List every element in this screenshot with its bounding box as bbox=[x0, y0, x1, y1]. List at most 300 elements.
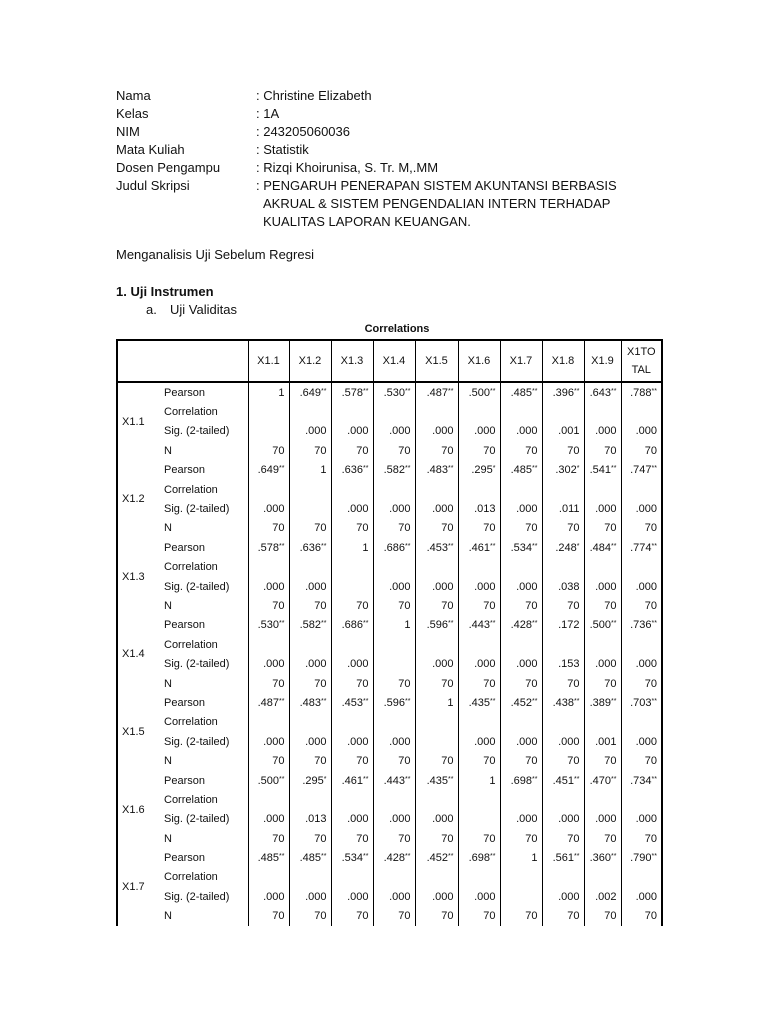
stat-label: Correlation bbox=[162, 635, 248, 654]
info-label: Mata Kuliah bbox=[116, 142, 185, 157]
table-cell: .578** bbox=[248, 538, 289, 557]
stat-label: Pearson bbox=[162, 771, 248, 790]
table-cell: .698** bbox=[500, 771, 542, 790]
stat-label: Sig. (2-tailed) bbox=[162, 422, 248, 441]
table-cell: 70 bbox=[621, 596, 662, 615]
table-cell: 70 bbox=[289, 674, 331, 693]
stat-label: Sig. (2-tailed) bbox=[162, 577, 248, 596]
table-cell bbox=[542, 558, 584, 577]
table-cell bbox=[584, 868, 621, 887]
significance-mark: ** bbox=[363, 697, 369, 705]
table-cell: .582** bbox=[373, 461, 415, 480]
table-cell: .000 bbox=[500, 654, 542, 673]
table-cell: .000 bbox=[331, 732, 373, 751]
column-header: X1.3 bbox=[331, 340, 373, 382]
info-value: : Statistik bbox=[256, 142, 309, 157]
table-cell bbox=[500, 713, 542, 732]
table-cell bbox=[415, 402, 458, 421]
table-cell: 70 bbox=[458, 596, 500, 615]
table-cell bbox=[458, 868, 500, 887]
table-cell: .000 bbox=[500, 422, 542, 441]
table-cell: .000 bbox=[621, 422, 662, 441]
table-cell bbox=[458, 402, 500, 421]
table-cell: .000 bbox=[415, 810, 458, 829]
table-cell: 70 bbox=[458, 751, 500, 770]
table-cell: .000 bbox=[458, 654, 500, 673]
significance-mark: ** bbox=[448, 775, 454, 783]
table-cell bbox=[248, 868, 289, 887]
table-row bbox=[117, 654, 662, 673]
significance-mark: ** bbox=[363, 387, 369, 395]
info-label: Kelas bbox=[116, 106, 149, 121]
table-cell: .788** bbox=[621, 382, 662, 402]
table-cell bbox=[415, 790, 458, 809]
table-row bbox=[117, 907, 662, 926]
table-cell: .000 bbox=[331, 422, 373, 441]
table-cell bbox=[373, 654, 415, 673]
table-cell: .153 bbox=[542, 654, 584, 673]
significance-mark: ** bbox=[321, 542, 327, 550]
table-cell: 70 bbox=[584, 519, 621, 538]
table-cell: .000 bbox=[248, 887, 289, 906]
table-cell: 70 bbox=[458, 441, 500, 460]
table-cell: 1 bbox=[289, 461, 331, 480]
table-header-row bbox=[117, 340, 662, 382]
info-row-nim bbox=[116, 123, 626, 141]
significance-mark: ** bbox=[611, 387, 617, 395]
significance-mark: ** bbox=[448, 465, 454, 473]
table-cell: 70 bbox=[248, 519, 289, 538]
table-cell: .596** bbox=[373, 693, 415, 712]
table-cell bbox=[331, 790, 373, 809]
significance-mark: ** bbox=[651, 387, 657, 395]
table-cell bbox=[500, 480, 542, 499]
significance-mark: ** bbox=[611, 542, 617, 550]
table-cell: 70 bbox=[415, 441, 458, 460]
significance-mark: ** bbox=[574, 775, 580, 783]
table-cell: 70 bbox=[289, 829, 331, 848]
stat-label: Correlation bbox=[162, 558, 248, 577]
column-header: X1.7 bbox=[500, 340, 542, 382]
table-cell: .000 bbox=[289, 654, 331, 673]
significance-mark: ** bbox=[405, 387, 411, 395]
table-cell bbox=[289, 402, 331, 421]
info-value: : Christine Elizabeth bbox=[256, 88, 372, 103]
row-variable-label: X1.1 bbox=[117, 382, 162, 461]
table-cell: .000 bbox=[542, 887, 584, 906]
table-cell: 70 bbox=[584, 596, 621, 615]
info-value: : 1A bbox=[256, 106, 280, 121]
table-cell: 70 bbox=[331, 907, 373, 926]
table-cell: .000 bbox=[458, 577, 500, 596]
significance-mark: ** bbox=[448, 620, 454, 628]
column-header: X1.4 bbox=[373, 340, 415, 382]
table-cell: .000 bbox=[621, 887, 662, 906]
table-cell: .484** bbox=[584, 538, 621, 557]
table-cell bbox=[248, 480, 289, 499]
table-cell: .000 bbox=[289, 732, 331, 751]
table-cell: 70 bbox=[415, 829, 458, 848]
significance-mark: ** bbox=[279, 620, 285, 628]
table-cell: 70 bbox=[331, 519, 373, 538]
significance-mark: ** bbox=[363, 853, 369, 861]
table-cell: .295* bbox=[289, 771, 331, 790]
significance-mark: ** bbox=[532, 387, 538, 395]
significance-mark: ** bbox=[448, 542, 454, 550]
stat-label: Sig. (2-tailed) bbox=[162, 887, 248, 906]
table-cell: 70 bbox=[584, 829, 621, 848]
table-cell: 70 bbox=[248, 674, 289, 693]
table-cell: .000 bbox=[373, 887, 415, 906]
table-cell: .000 bbox=[373, 810, 415, 829]
significance-mark: ** bbox=[490, 387, 496, 395]
significance-mark: ** bbox=[611, 697, 617, 705]
table-cell: 70 bbox=[500, 751, 542, 770]
info-label: Nama bbox=[116, 88, 151, 103]
stat-label: N bbox=[162, 829, 248, 848]
table-cell bbox=[458, 635, 500, 654]
significance-mark: * bbox=[492, 465, 496, 473]
table-row bbox=[117, 713, 662, 732]
table-row bbox=[117, 751, 662, 770]
significance-mark: ** bbox=[490, 542, 496, 550]
table-cell: .038 bbox=[542, 577, 584, 596]
table-title: Correlations bbox=[364, 323, 430, 335]
info-label: Judul Skripsi bbox=[116, 178, 190, 193]
table-cell: .000 bbox=[500, 732, 542, 751]
table-row bbox=[117, 732, 662, 751]
table-cell: .001 bbox=[584, 732, 621, 751]
table-cell: .596** bbox=[415, 616, 458, 635]
table-cell: .686** bbox=[331, 616, 373, 635]
significance-mark: ** bbox=[321, 853, 327, 861]
table-corner-cell bbox=[117, 340, 248, 382]
table-cell: 70 bbox=[248, 441, 289, 460]
table-cell: 70 bbox=[373, 596, 415, 615]
table-cell: 70 bbox=[289, 751, 331, 770]
stat-label: Correlation bbox=[162, 402, 248, 421]
table-cell bbox=[373, 480, 415, 499]
table-cell: .000 bbox=[415, 887, 458, 906]
table-cell: .487** bbox=[415, 382, 458, 402]
table-cell: .443** bbox=[458, 616, 500, 635]
table-cell: .485** bbox=[500, 461, 542, 480]
table-cell: 70 bbox=[415, 674, 458, 693]
table-cell: .561** bbox=[542, 848, 584, 867]
table-cell: .453** bbox=[415, 538, 458, 557]
stat-label: N bbox=[162, 519, 248, 538]
table-cell: .747** bbox=[621, 461, 662, 480]
table-cell bbox=[248, 402, 289, 421]
analysis-heading: Menganalisis Uji Sebelum Regresi bbox=[116, 247, 314, 262]
column-header: X1TO TAL bbox=[621, 340, 662, 382]
table-cell: .000 bbox=[248, 499, 289, 518]
table-cell: .000 bbox=[373, 499, 415, 518]
table-cell bbox=[621, 635, 662, 654]
table-cell bbox=[542, 402, 584, 421]
stat-label: N bbox=[162, 441, 248, 460]
table-cell: 70 bbox=[500, 519, 542, 538]
table-cell bbox=[584, 480, 621, 499]
table-row bbox=[117, 771, 662, 790]
significance-mark: ** bbox=[532, 620, 538, 628]
table-cell bbox=[500, 402, 542, 421]
judul-line-2: AKRUAL & SISTEM PENGENDALIAN INTERN TERHADAP bbox=[263, 196, 611, 211]
significance-mark: ** bbox=[651, 775, 657, 783]
table-cell: 70 bbox=[621, 519, 662, 538]
table-cell: .452** bbox=[415, 848, 458, 867]
table-cell: 70 bbox=[415, 907, 458, 926]
significance-mark: ** bbox=[611, 465, 617, 473]
table-cell bbox=[373, 713, 415, 732]
uji-instrumen-heading: 1. Uji Instrumen bbox=[116, 284, 214, 299]
row-variable-label: X1.6 bbox=[117, 771, 162, 849]
table-row bbox=[117, 499, 662, 518]
stat-label: N bbox=[162, 674, 248, 693]
significance-mark: ** bbox=[532, 697, 538, 705]
significance-mark: ** bbox=[448, 387, 454, 395]
significance-mark: ** bbox=[490, 853, 496, 861]
significance-mark: ** bbox=[651, 542, 657, 550]
table-cell: 70 bbox=[289, 519, 331, 538]
table-row bbox=[117, 693, 662, 712]
table-cell: .703** bbox=[621, 693, 662, 712]
table-cell bbox=[248, 558, 289, 577]
stat-label: Correlation bbox=[162, 790, 248, 809]
significance-mark: ** bbox=[448, 853, 454, 861]
table-cell: .000 bbox=[584, 499, 621, 518]
table-cell: .435** bbox=[415, 771, 458, 790]
table-cell bbox=[248, 790, 289, 809]
significance-mark: ** bbox=[363, 775, 369, 783]
table-cell: .487** bbox=[248, 693, 289, 712]
significance-mark: * bbox=[576, 542, 580, 550]
table-cell: 70 bbox=[331, 441, 373, 460]
column-header: X1.2 bbox=[289, 340, 331, 382]
uji-validitas-label: Uji Validitas bbox=[170, 302, 237, 317]
stat-label: Pearson bbox=[162, 693, 248, 712]
table-cell: .013 bbox=[289, 810, 331, 829]
table-cell: 1 bbox=[373, 616, 415, 635]
table-cell: 1 bbox=[458, 771, 500, 790]
significance-mark: ** bbox=[532, 542, 538, 550]
table-cell: .500** bbox=[458, 382, 500, 402]
significance-mark: ** bbox=[574, 697, 580, 705]
significance-mark: ** bbox=[279, 697, 285, 705]
table-cell: 70 bbox=[621, 441, 662, 460]
table-row bbox=[117, 790, 662, 809]
table-cell: .000 bbox=[584, 422, 621, 441]
table-cell: 70 bbox=[584, 907, 621, 926]
table-cell: 70 bbox=[458, 674, 500, 693]
table-cell: .000 bbox=[248, 732, 289, 751]
table-cell: .000 bbox=[621, 732, 662, 751]
table-cell: 70 bbox=[248, 829, 289, 848]
table-cell: 70 bbox=[458, 519, 500, 538]
table-row bbox=[117, 382, 662, 402]
table-cell bbox=[415, 868, 458, 887]
table-cell bbox=[373, 402, 415, 421]
table-cell bbox=[542, 480, 584, 499]
table-cell: .000 bbox=[373, 577, 415, 596]
table-cell: .698** bbox=[458, 848, 500, 867]
table-cell bbox=[289, 558, 331, 577]
table-cell: .534** bbox=[331, 848, 373, 867]
info-value: : Rizqi Khoirunisa, S. Tr. M,.MM bbox=[256, 160, 439, 175]
table-cell: 70 bbox=[458, 829, 500, 848]
table-cell bbox=[248, 713, 289, 732]
table-row bbox=[117, 616, 662, 635]
table-cell: .000 bbox=[415, 654, 458, 673]
table-cell: .774** bbox=[621, 538, 662, 557]
stat-label: Pearson bbox=[162, 382, 248, 402]
table-cell: .000 bbox=[415, 499, 458, 518]
table-cell: .000 bbox=[500, 577, 542, 596]
table-cell: 70 bbox=[542, 674, 584, 693]
table-cell: .000 bbox=[621, 499, 662, 518]
table-cell bbox=[373, 868, 415, 887]
table-cell: .530** bbox=[248, 616, 289, 635]
table-cell: .248* bbox=[542, 538, 584, 557]
table-cell: .302* bbox=[542, 461, 584, 480]
row-variable-label: X1.4 bbox=[117, 616, 162, 694]
info-row-kelas bbox=[116, 105, 626, 123]
table-cell: 70 bbox=[621, 907, 662, 926]
table-cell: .734** bbox=[621, 771, 662, 790]
table-cell: .000 bbox=[621, 577, 662, 596]
stat-label: Correlation bbox=[162, 868, 248, 887]
stat-label: N bbox=[162, 751, 248, 770]
significance-mark: ** bbox=[611, 775, 617, 783]
table-cell: 70 bbox=[248, 596, 289, 615]
table-cell bbox=[289, 635, 331, 654]
table-cell: .500** bbox=[248, 771, 289, 790]
table-cell: 70 bbox=[621, 829, 662, 848]
table-cell bbox=[289, 499, 331, 518]
table-cell: .000 bbox=[415, 577, 458, 596]
table-cell: .649** bbox=[248, 461, 289, 480]
table-cell bbox=[584, 713, 621, 732]
table-row bbox=[117, 829, 662, 848]
table-cell bbox=[500, 635, 542, 654]
table-cell bbox=[542, 713, 584, 732]
table-cell: .443** bbox=[373, 771, 415, 790]
stat-label: Correlation bbox=[162, 480, 248, 499]
significance-mark: ** bbox=[611, 620, 617, 628]
table-cell: 70 bbox=[415, 596, 458, 615]
table-cell bbox=[584, 790, 621, 809]
table-cell: .649** bbox=[289, 382, 331, 402]
significance-mark: ** bbox=[279, 775, 285, 783]
significance-mark: ** bbox=[405, 853, 411, 861]
table-cell: 70 bbox=[289, 907, 331, 926]
table-cell bbox=[415, 713, 458, 732]
table-cell: .461** bbox=[458, 538, 500, 557]
table-cell bbox=[458, 810, 500, 829]
table-cell: .636** bbox=[289, 538, 331, 557]
table-cell bbox=[621, 558, 662, 577]
significance-mark: * bbox=[576, 465, 580, 473]
table-cell: .000 bbox=[289, 422, 331, 441]
table-cell bbox=[458, 790, 500, 809]
table-cell: .435** bbox=[458, 693, 500, 712]
significance-mark: ** bbox=[651, 465, 657, 473]
table-row bbox=[117, 441, 662, 460]
table-row bbox=[117, 868, 662, 887]
table-cell: 70 bbox=[415, 751, 458, 770]
table-cell: .636** bbox=[331, 461, 373, 480]
significance-mark: * bbox=[323, 775, 327, 783]
table-cell: .453** bbox=[331, 693, 373, 712]
table-cell: .534** bbox=[500, 538, 542, 557]
table-cell: .483** bbox=[289, 693, 331, 712]
table-cell: 70 bbox=[248, 907, 289, 926]
table-cell: .000 bbox=[415, 422, 458, 441]
table-cell: 70 bbox=[289, 596, 331, 615]
table-cell: .001 bbox=[542, 422, 584, 441]
table-cell: .000 bbox=[373, 732, 415, 751]
info-value: : 243205060036 bbox=[256, 124, 350, 139]
stat-label: N bbox=[162, 596, 248, 615]
table-cell: .485** bbox=[500, 382, 542, 402]
table-cell: .000 bbox=[621, 810, 662, 829]
table-cell bbox=[415, 635, 458, 654]
table-cell: .461** bbox=[331, 771, 373, 790]
table-cell: .485** bbox=[289, 848, 331, 867]
table-cell bbox=[621, 480, 662, 499]
table-cell bbox=[331, 577, 373, 596]
significance-mark: ** bbox=[611, 853, 617, 861]
info-label: Dosen Pengampu bbox=[116, 160, 221, 175]
significance-mark: ** bbox=[651, 697, 657, 705]
table-cell: 70 bbox=[373, 907, 415, 926]
table-cell: 70 bbox=[458, 907, 500, 926]
table-cell: 70 bbox=[331, 596, 373, 615]
table-cell bbox=[415, 732, 458, 751]
table-cell: .000 bbox=[542, 732, 584, 751]
table-cell: 70 bbox=[542, 829, 584, 848]
table-cell: .000 bbox=[500, 499, 542, 518]
table-row bbox=[117, 848, 662, 867]
table-cell: .500** bbox=[584, 616, 621, 635]
stat-label: Correlation bbox=[162, 713, 248, 732]
table-cell: 70 bbox=[373, 751, 415, 770]
table-cell: 70 bbox=[331, 674, 373, 693]
table-cell bbox=[542, 635, 584, 654]
table-cell: .000 bbox=[248, 654, 289, 673]
table-cell: .000 bbox=[458, 422, 500, 441]
table-cell: 70 bbox=[500, 596, 542, 615]
table-cell: .578** bbox=[331, 382, 373, 402]
table-cell: .389** bbox=[584, 693, 621, 712]
table-row bbox=[117, 480, 662, 499]
table-cell: .172 bbox=[542, 616, 584, 635]
table-cell bbox=[584, 635, 621, 654]
significance-mark: ** bbox=[279, 465, 285, 473]
info-row-matkul bbox=[116, 141, 626, 159]
column-header: X1.8 bbox=[542, 340, 584, 382]
table-cell bbox=[458, 713, 500, 732]
table-cell: 70 bbox=[542, 596, 584, 615]
table-cell bbox=[621, 790, 662, 809]
student-info bbox=[116, 87, 626, 231]
table-cell: .000 bbox=[248, 810, 289, 829]
table-cell: .428** bbox=[373, 848, 415, 867]
table-cell: .000 bbox=[458, 732, 500, 751]
stat-label: N bbox=[162, 907, 248, 926]
significance-mark: ** bbox=[279, 542, 285, 550]
table-cell: .000 bbox=[584, 810, 621, 829]
